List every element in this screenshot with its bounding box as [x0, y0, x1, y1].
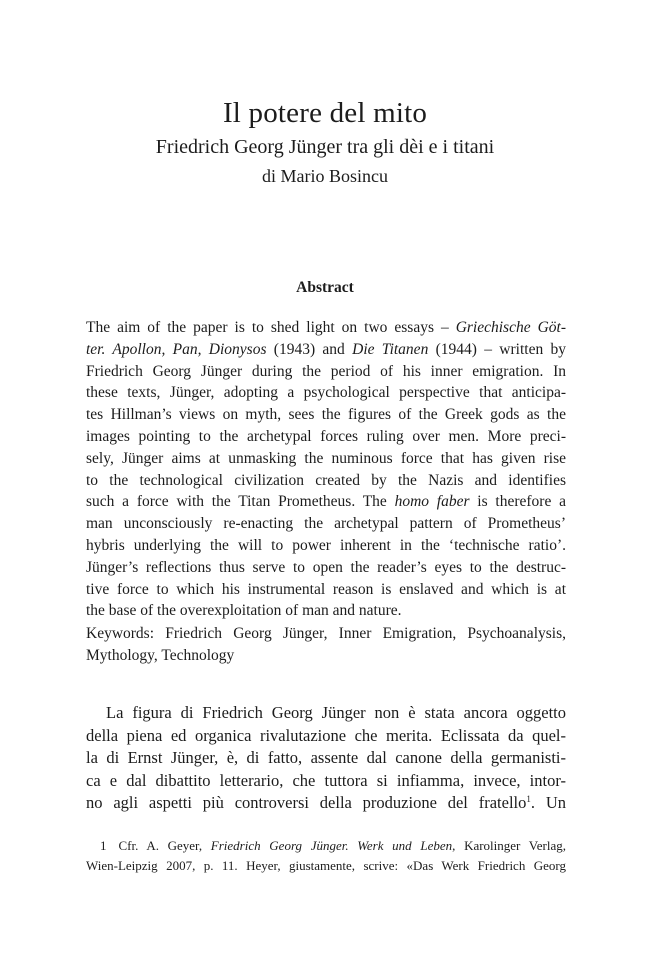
keywords	[86, 623, 566, 667]
abstract-line: tes Hillman’s views on myth, sees the figures of the Greek gods as the	[86, 406, 566, 424]
body-line: La figura di Friedrich Georg Jünger non è stata ancora oggetto	[106, 703, 566, 722]
body-line: ca e dal dibattito letterario, che tuttora si infiamma, invece, intor-	[86, 770, 566, 790]
body-paragraph	[86, 702, 566, 815]
abstract-text	[86, 317, 566, 622]
body-line: la di Ernst Jünger, è, di fatto, assente dal canone della germanisti-	[86, 748, 566, 767]
abstract-line: Friedrich Georg Jünger during the period of his inner emigration. In	[86, 362, 566, 380]
abstract-line: to the technological civilization created by the Nazis and identifies	[86, 471, 566, 489]
keywords-line: Keywords: Friedrich Georg Jünger, Inner Emigration, Psychoanalysis,	[86, 625, 566, 642]
author-line: di Mario Bosincu	[262, 166, 388, 186]
abstract-line: images pointing to the archetypal forces ruling over men. More preci-	[86, 427, 566, 445]
paper-title: Il potere del mito	[222, 97, 428, 129]
abstract-line: the base of the overexploitation of man and nature.	[86, 602, 402, 620]
footnote-line: 1 Cfr. A. Geyer, Friedrich Georg Jünger. Werk und Leben, Karolinger Verlag,	[100, 838, 566, 853]
keywords-line: Mythology, Technology	[86, 646, 235, 664]
footnote-reference[interactable]: 1	[526, 794, 531, 804]
abstract-line: man unconsciously re-enacting the archetypal pattern of Prometheus’	[86, 515, 566, 533]
abstract-line: tive force to which his instrumental reason is enslaved and which is at	[86, 580, 566, 598]
abstract-line: Jünger’s reflections thus serve to open the reader’s eyes to the destruc-	[86, 558, 566, 576]
body-line: della piena ed organica rivalutazione che merita. Eclissata da quel-	[86, 725, 566, 745]
abstract-line: such a force with the Titan Prometheus. The homo faber is therefore a	[86, 493, 566, 511]
abstract-heading: Abstract	[296, 279, 354, 296]
abstract-line: these texts, Jünger, adopting a psychological perspective that anticipa-	[86, 384, 566, 402]
body-line: no agli aspetti più controversi della produzione del fratello$^1$. Un	[86, 793, 566, 812]
paper-subtitle: Friedrich Georg Jünger tra gli dèi e i titani	[155, 136, 495, 158]
abstract-line: hybris underlying the will to power inherent in the ‘technische ratio’.	[86, 536, 566, 554]
abstract-line: The aim of the paper is to shed light on two essays – Griechische Göt-	[86, 319, 566, 336]
footnote-number: 1	[100, 838, 107, 853]
footnote-line: Wien-Leipzig 2007, p. 11. Heyer, giustamente, scrive: «Das Werk Friedrich Georg	[86, 858, 566, 873]
footnote	[86, 836, 566, 876]
abstract-line: ter. Apollon, Pan, Dionysos (1943) and Die Titanen (1944) – written by	[86, 340, 567, 358]
abstract-line: sely, Jünger aims at unmasking the numinous force that has given rise	[86, 449, 566, 467]
